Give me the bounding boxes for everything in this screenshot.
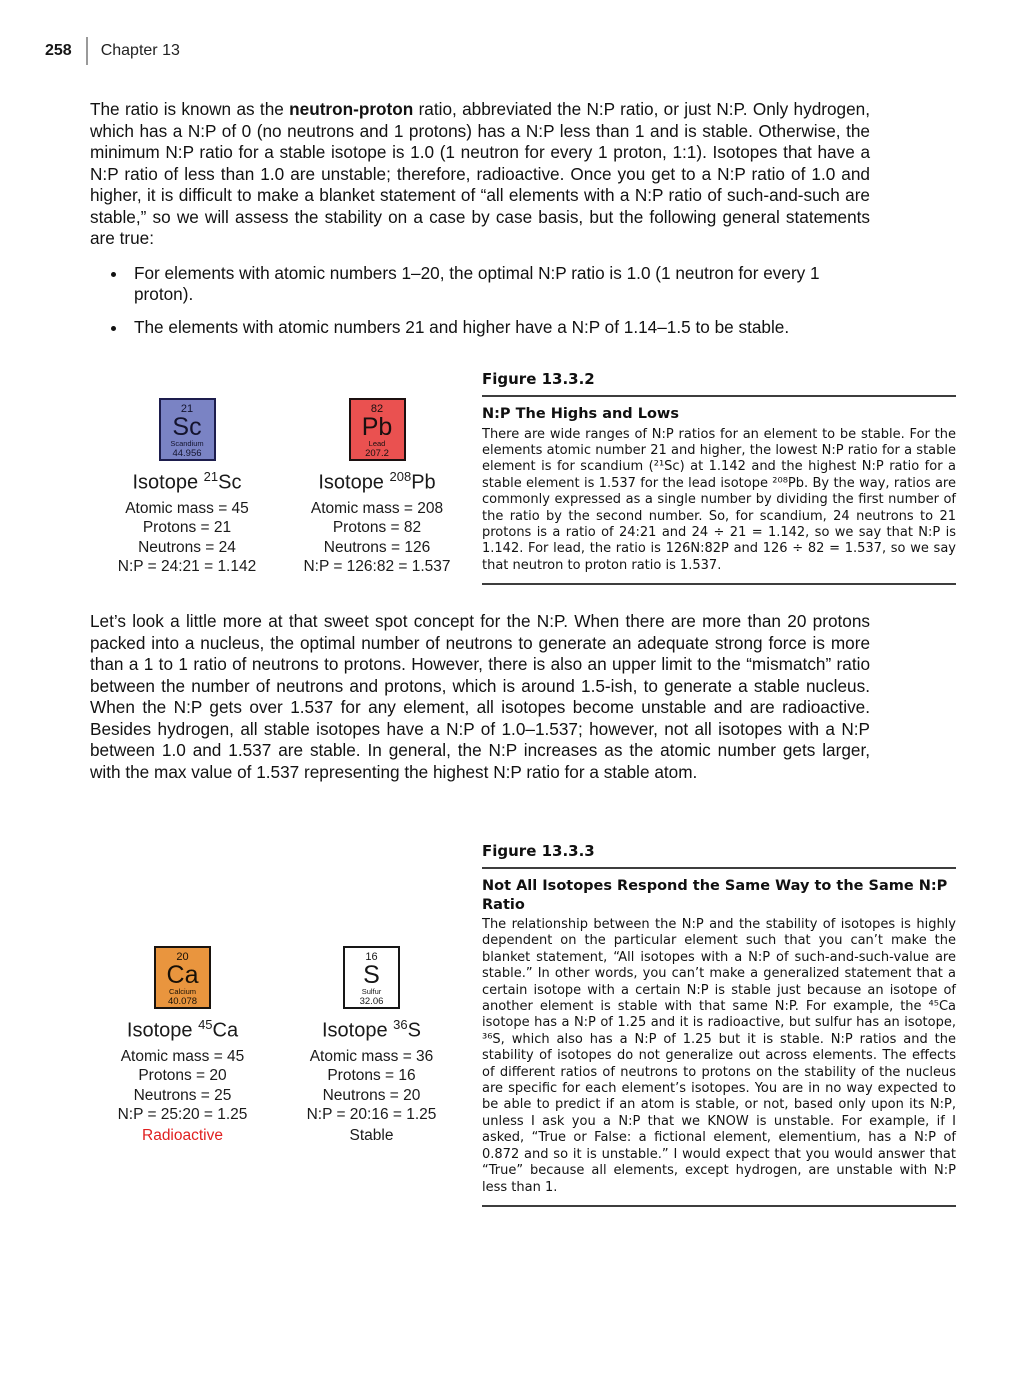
figure-label: Figure 13.3.2	[482, 370, 595, 388]
figure-body-text: There are wide ranges of N:P ratios for an element to be stable. For the elements atomic number 21 and higher, the lowest N:P ratio for a stable element is for scandium (²¹Sc) at 1.142 and the highest N:P ratio for a stable element is 1.537 for the lead isotope ²⁰⁸Pb. By the way, ratios are commonly expressed as a single number by dividing the first number of the ratio by the second number. So, for scandium, 24 neutrons to 21 protons is a ratio of 24:21 and 24 ÷ 21 = 1.142, so we say that N:P is 1.142. For lead, the ratio is 126N:82P and 126 ÷ 82 = 1.537, so we say that neutron to proton ratio is 1.537.	[482, 426, 956, 573]
fact-line: Protons = 21	[142, 519, 232, 537]
figure-label: Figure 13.3.3	[482, 842, 595, 860]
intro-bold-term: neutron-proton	[289, 99, 414, 119]
isotope-title	[277, 1017, 466, 1043]
stability-status: Stable	[349, 1126, 394, 1144]
element-symbol: S	[363, 961, 380, 989]
atomic-number: 20	[176, 951, 189, 963]
fact-line: Protons = 82	[332, 519, 422, 537]
isotope-symbol: Ca	[212, 1019, 239, 1042]
fact-line: Atomic mass = 208	[310, 499, 444, 517]
figure-13-3-2-cards	[92, 398, 472, 577]
element-mass: 207.2	[365, 447, 389, 459]
fact-line: Neutrons = 126	[323, 538, 431, 556]
isotope-mass-superscript: 208	[389, 469, 412, 484]
bullet-item: • For elements with atomic numbers 1–20, the optimal N:P ratio is 1.0 (1 neutron for every 1 proton).	[128, 263, 870, 306]
element-symbol: Sc	[172, 413, 202, 441]
periodic-tile-calcium	[154, 946, 211, 1009]
atomic-number: 21	[180, 403, 194, 415]
fact-line: N:P = 25:20 = 1.25	[117, 1106, 248, 1124]
isotope-symbol: Sc	[218, 471, 242, 494]
isotope-mass-superscript: 36	[393, 1017, 408, 1032]
isotope-mass-superscript: 45	[198, 1017, 213, 1032]
middle-paragraph: Let’s look a little more at that sweet spot concept for the N:P. When there are more than 20 protons packed into a nucleus, the optimal number of neutrons to generate an adequate strong force is more than a 1 to 1 ratio of neutrons to protons. However, there is also an upper limit to the “mismatch” ratio between the number of neutrons and protons, which is around 1.5-ish, to generate a stable nucleus. When the N:P gets over 1.537 for any element, all isotopes become unstable and are radioactive. Besides hydrogen, all stable isotopes have a N:P of 1.0–1.537; however, not all isotopes with a N:P between 1.0 and 1.537 are stable. In general, the N:P increases as the atomic number gets larger, with the max value of 1.537 representing the highest N:P ratio for a stable atom.	[90, 611, 870, 782]
isotope-title	[282, 469, 472, 495]
isotope-word: Isotope	[318, 471, 384, 494]
header-divider	[86, 37, 88, 65]
isotope-mass-superscript: 21	[203, 469, 219, 484]
element-symbol: Ca	[166, 961, 199, 989]
scandium-card	[92, 398, 282, 577]
fact-line: Neutrons = 24	[138, 538, 236, 556]
intro-text-lead: The ratio is known as the	[90, 99, 290, 119]
fact-line: Atomic mass = 45	[125, 499, 249, 517]
isotope-facts	[277, 1047, 466, 1125]
isotope-facts	[88, 1047, 277, 1125]
atomic-number: 82	[370, 403, 384, 415]
rule	[482, 583, 956, 585]
element-mass: 40.078	[167, 995, 198, 1007]
periodic-tile-lead	[349, 398, 406, 461]
atomic-number: 16	[365, 951, 378, 963]
element-mass: 32.06	[359, 995, 384, 1007]
periodic-tile-scandium	[159, 398, 216, 461]
rule	[482, 867, 956, 869]
element-name: Sulfur	[361, 987, 382, 996]
chapter-title: Chapter 13	[100, 42, 180, 59]
isotope-title	[88, 1017, 277, 1043]
intro-bullet-list	[90, 263, 870, 339]
page-number: 258	[45, 42, 72, 59]
rule	[482, 1205, 956, 1207]
rule	[482, 395, 956, 397]
isotope-facts	[282, 499, 472, 577]
isotope-word: Isotope	[132, 471, 199, 494]
isotope-symbol: S	[407, 1019, 421, 1042]
figure-title: N:P The Highs and Lows	[482, 406, 679, 422]
figure-13-3-2-sidebar	[482, 370, 956, 593]
fact-line: N:P = 24:21 = 1.142	[117, 558, 257, 576]
isotope-word: Isotope	[322, 1019, 388, 1042]
element-mass: 44.956	[172, 447, 202, 459]
element-symbol: Pb	[361, 413, 393, 441]
element-name: Calcium	[168, 987, 197, 996]
middle-section	[90, 611, 870, 783]
figure-title: Not All Isotopes Respond the Same Way to the Same N:P Ratio	[482, 878, 948, 913]
isotope-title	[92, 469, 282, 495]
isotope-word: Isotope	[126, 1019, 193, 1042]
bullet-item: • The elements with atomic numbers 21 and higher have a N:P of 1.14–1.5 to be stable.	[128, 317, 870, 339]
fact-line: Neutrons = 20	[322, 1086, 421, 1104]
fact-line: N:P = 20:16 = 1.25	[306, 1106, 437, 1124]
periodic-tile-sulfur	[343, 946, 400, 1009]
intro-paragraph	[90, 99, 870, 250]
intro-text-rest: ratio, abbreviated the N:P ratio, or just N:P. Only hydrogen, which has a N:P of 0 (no neutrons and 1 protons) has a N:P less than 1 and is stable. Otherwise, the minimum N:P ratio for a stable isotope is 1.0 (1 neutron for every 1 proton, 1:1). Isotopes that have a N:P ratio of less than 1.0 are unstable; therefore, radioactive. Once you get to a N:P ratio of 1.0 and higher, it is difficult to make a blanket statement of “all elements with a N:P ratio of such-and-such are stable,” so we will assess the stability on a case by case basis, but the following general statements are true:	[90, 99, 870, 248]
calcium-card	[88, 946, 277, 1145]
fact-line: Neutrons = 25	[133, 1086, 232, 1104]
figure-13-3-3-cards	[88, 946, 466, 1145]
fact-line: N:P = 126:82 = 1.537	[303, 558, 451, 576]
figure-13-3-3-sidebar	[482, 842, 956, 1215]
fact-line: Protons = 16	[327, 1067, 416, 1085]
intro-section	[90, 99, 870, 349]
element-name: Lead	[368, 439, 386, 448]
element-name: Scandium	[170, 439, 204, 448]
fact-line: Protons = 20	[138, 1067, 227, 1085]
figure-body-text: The relationship between the N:P and the stability of isotopes is highly dependent on the particular element such that you can’t make the blanket statement, “All isotopes with a N:P of such-and-such-value are stable.” In other words, you can’t make a generalized statement that a certain isotope with a certain N:P is stable just because an isotope of another element is stable with that same N:P. For example, the ⁴⁵Ca isotope has a N:P of 1.25 and it is radioactive, but sulfur has an isotope, ³⁶S, which also has a N:P of 1.25 but it is stable. N:P ratios and the stability of isotopes do not generalize out across elements. The effects of different ratios of neutrons to protons on the stability of the nucleus are specific for each element’s isotopes. You are in no way expected to be able to predict if an atom is stable, or not, based only upon its N:P, unless I ask you a N:P that we KNOW is unstable. For example, if I asked, “True or False: a fictional element, elementium, has a N:P of 0.872 and so it is unstable.” I would expect that you would answer that “True” because all elements, except hydrogen, are unstable with N:P less than 1.	[482, 917, 956, 1195]
isotope-facts	[92, 499, 282, 577]
sulfur-card	[277, 946, 466, 1145]
running-head	[45, 36, 180, 66]
fact-line: Atomic mass = 36	[309, 1047, 434, 1065]
stability-status: Radioactive	[142, 1126, 223, 1144]
lead-card	[282, 398, 472, 577]
isotope-symbol: Pb	[411, 471, 436, 494]
fact-line: Atomic mass = 45	[120, 1047, 245, 1065]
